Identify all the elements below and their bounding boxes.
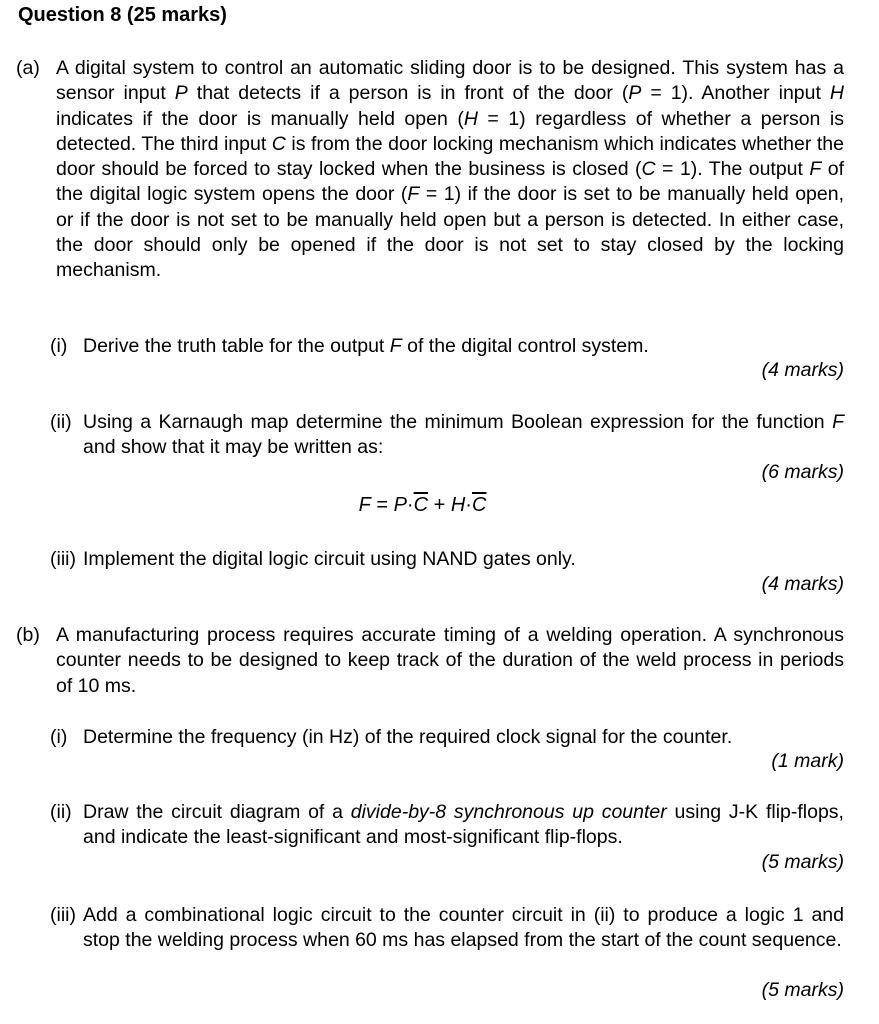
part-a-i-label: (i)	[50, 335, 68, 357]
part-a-paragraph	[16, 56, 844, 284]
part-a-i-text: Derive the truth table for the output	[83, 335, 390, 357]
c-bar: $\overline{C}$	[413, 494, 429, 516]
part-b-ii-text: Draw the circuit diagram of a	[83, 801, 351, 823]
part-b-ii-marks: (5 marks)	[761, 851, 844, 873]
part-a-ii-marks: (6 marks)	[761, 461, 844, 483]
part-a-text: = 1). The output	[655, 158, 810, 181]
var-f: F	[832, 411, 844, 433]
part-b-ii	[50, 800, 844, 851]
var-c: C	[271, 132, 286, 155]
part-a-iii-marks: (4 marks)	[761, 573, 844, 595]
part-a-label: (a)	[16, 57, 40, 79]
part-b-ii-label: (ii)	[50, 801, 72, 823]
var-p: P	[174, 82, 188, 105]
question-title: Question 8 (25 marks)	[18, 4, 227, 26]
part-b-ii-emphasis: divide-by-8 synchronous up counter	[350, 801, 667, 823]
var-f: F	[809, 158, 822, 181]
var-h: H	[463, 107, 478, 130]
part-b-iii-marks: (5 marks)	[761, 979, 844, 1001]
part-b-i-marks: (1 mark)	[771, 750, 844, 772]
part-b-ii-text: using J-K flip-flops, and indicate the least-significant and most-significant flip-flops.	[83, 801, 844, 849]
var-h: H	[829, 82, 844, 105]
part-a-text: = 1) if the door is set to be manually held open, or if the door is not set to be manually held open but a person is detected. In either case, the door should only be opened if the door is not set to stay closed by the locking mechanism.	[56, 183, 844, 282]
part-a-text: indicates if the door is manually held open (	[56, 107, 464, 130]
part-a-iii-text: Implement the digital logic circuit using NAND gates only.	[83, 548, 576, 570]
part-a-ii-label: (ii)	[50, 411, 72, 433]
part-a-ii-text: and show that it may be written as:	[83, 436, 384, 459]
part-a-ii	[50, 410, 844, 461]
part-a-text: is from the door locking mechanism which indicates whether the door should be forced to stay locked when the business is closed (	[56, 132, 844, 181]
c-bar: $\overline{C}$	[471, 494, 487, 516]
part-b-iii-label: (iii)	[50, 904, 76, 926]
var-f: F	[407, 183, 420, 206]
boolean-formula: $F = P\cdot\overline{C} + H\cdot\overline{C}$	[358, 494, 487, 516]
part-b-iii-text: Add a combinational logic circuit to the counter circuit in (ii) to produce a logic 1 and stop the welding process when 60 ms has elapsed from the start of the count sequence.	[83, 904, 844, 952]
part-b-i-label: (i)	[50, 726, 68, 748]
part-a-text: = 1). Another input	[641, 82, 830, 105]
part-b-i	[50, 725, 844, 750]
part-a-text: A digital system to control an automatic sliding door is to be designed. This system has a sensor input	[56, 57, 844, 105]
var-f: F	[389, 335, 402, 357]
part-a-i	[50, 334, 844, 359]
var-p: P	[628, 82, 642, 105]
part-a-ii-text: Using a Karnaugh map determine the minimum Boolean expression for the function	[83, 411, 833, 433]
part-b-iii	[50, 903, 844, 954]
part-a-text: = 1) regardless of whether a person is detected. The third input	[56, 107, 844, 155]
part-b-text: A manufacturing process requires accurate timing of a welding operation. A synchronous counter needs to be designed to keep track of the duration of the weld process in periods of 10 ms.	[56, 624, 844, 697]
part-b-label: (b)	[16, 624, 40, 646]
part-a-i-marks: (4 marks)	[761, 359, 844, 381]
part-b-paragraph	[16, 623, 844, 699]
part-a-iii	[50, 547, 844, 572]
part-a-text: that detects if a person is in front of the door (	[187, 82, 629, 105]
part-b-i-text: Determine the frequency (in Hz) of the required clock signal for the counter.	[83, 726, 733, 748]
part-a-i-text: of the digital control system.	[401, 335, 649, 357]
part-a-text: of the digital logic system opens the door (	[56, 158, 844, 206]
part-a-iii-label: (iii)	[50, 548, 76, 570]
var-c: C	[641, 158, 656, 181]
